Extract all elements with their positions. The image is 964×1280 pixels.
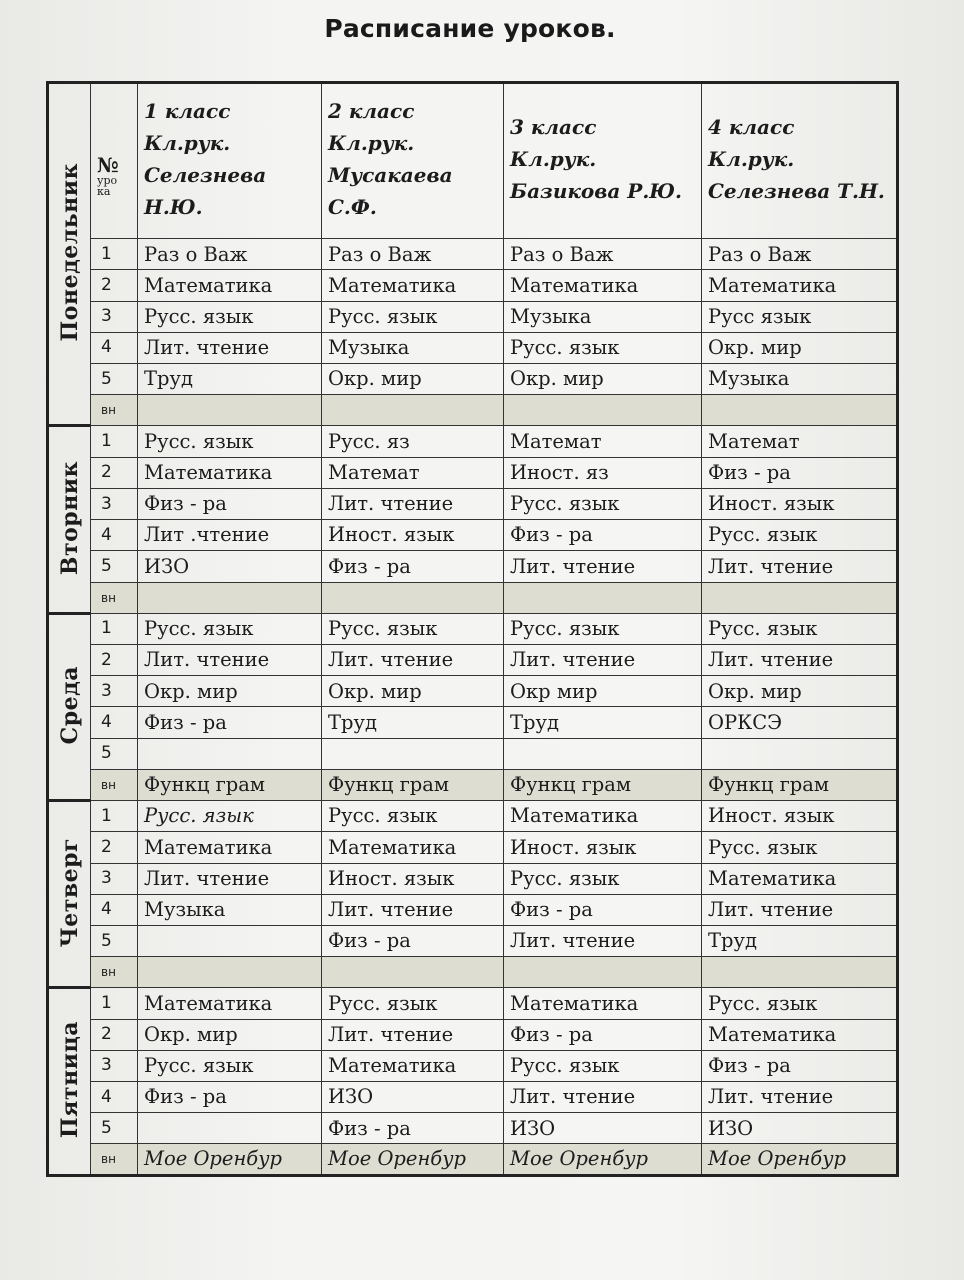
subject-cell: Мое Оренбур	[702, 1144, 898, 1176]
subject-cell: Физ - ра	[504, 1019, 702, 1050]
day-label-cell	[48, 426, 91, 613]
subject-cell: Русс. язык	[138, 426, 322, 457]
lesson-number: 4	[91, 520, 138, 551]
subject-cell: Физ - ра	[138, 488, 322, 519]
subject-cell: Математика	[702, 1019, 898, 1050]
class-name: 1 класс	[144, 99, 231, 124]
lesson-row	[48, 1050, 898, 1081]
lesson-row	[48, 644, 898, 675]
lesson-number: 3	[91, 863, 138, 894]
lesson-number: вн	[91, 395, 138, 426]
subject-cell: Математ	[504, 426, 702, 457]
extra-activity-row	[48, 957, 898, 988]
subject-cell: Иност. яз	[504, 457, 702, 488]
subject-cell: Русс. язык	[702, 520, 898, 551]
subject-cell: Музыка	[504, 301, 702, 332]
lesson-row	[48, 832, 898, 863]
subject-cell: Лит. чтение	[138, 332, 322, 363]
class-header	[504, 83, 702, 239]
day-label-cell	[48, 613, 91, 800]
subject-cell: Мое Оренбур	[322, 1144, 504, 1176]
lesson-number: 4	[91, 332, 138, 363]
subject-cell: Функц грам	[504, 769, 702, 800]
lesson-number: 1	[91, 426, 138, 457]
subject-cell: Мое Оренбур	[504, 1144, 702, 1176]
subject-cell: Русс. язык	[138, 1050, 322, 1081]
subject-cell	[322, 395, 504, 426]
subject-cell: Математика	[504, 801, 702, 832]
lesson-row	[48, 364, 898, 395]
subject-cell: Иност. язык	[322, 520, 504, 551]
lesson-number: 5	[91, 551, 138, 582]
subject-cell: ИЗО	[702, 1113, 898, 1144]
lesson-number: 3	[91, 1050, 138, 1081]
class-teacher: Кл.рук. Базикова Р.Ю.	[510, 147, 682, 204]
subject-cell: Русс. язык	[322, 988, 504, 1019]
subject-cell: ИЗО	[138, 551, 322, 582]
subject-cell: Математика	[504, 270, 702, 301]
lesson-number-header	[91, 83, 138, 239]
subject-cell: Окр мир	[504, 676, 702, 707]
subject-cell: Окр. мир	[138, 676, 322, 707]
lesson-row	[48, 520, 898, 551]
subject-cell: Иност. язык	[322, 863, 504, 894]
subject-cell: Физ - ра	[702, 457, 898, 488]
lesson-number: 5	[91, 738, 138, 769]
day-label-cell	[48, 83, 91, 426]
subject-cell: ОРКСЭ	[702, 707, 898, 738]
subject-cell: Окр. мир	[322, 364, 504, 395]
subject-cell	[138, 957, 322, 988]
lesson-row	[48, 1019, 898, 1050]
lesson-row	[48, 457, 898, 488]
subject-cell: Математика	[322, 270, 504, 301]
class-header	[138, 83, 322, 239]
lesson-number: 4	[91, 707, 138, 738]
subject-cell: Физ - ра	[322, 1113, 504, 1144]
lesson-number: 2	[91, 1019, 138, 1050]
subject-cell: Лит. чтение	[322, 894, 504, 925]
class-name: 2 класс	[328, 99, 415, 124]
subject-cell: Русс. язык	[504, 332, 702, 363]
subject-cell	[322, 738, 504, 769]
lesson-number: 3	[91, 301, 138, 332]
lesson-number: вн	[91, 957, 138, 988]
subject-cell: Русс. язык	[504, 1050, 702, 1081]
subject-cell: Раз о Важ	[322, 239, 504, 270]
subject-cell	[702, 957, 898, 988]
page-title: Расписание уроков.	[324, 14, 616, 43]
subject-cell	[504, 582, 702, 613]
lesson-number: 4	[91, 1082, 138, 1113]
number-label-part: ка	[97, 185, 111, 199]
lesson-number: 2	[91, 832, 138, 863]
lesson-row	[48, 301, 898, 332]
subject-cell: Физ - ра	[702, 1050, 898, 1081]
subject-cell: Русс. язык	[702, 613, 898, 644]
subject-cell: Труд	[504, 707, 702, 738]
subject-cell: Математика	[138, 988, 322, 1019]
subject-cell	[504, 738, 702, 769]
lesson-number: 5	[91, 364, 138, 395]
subject-cell	[138, 395, 322, 426]
lesson-row	[48, 801, 898, 832]
lesson-number: 4	[91, 894, 138, 925]
lesson-row	[48, 707, 898, 738]
subject-cell: Лит. чтение	[322, 644, 504, 675]
subject-cell	[138, 582, 322, 613]
lesson-row	[48, 894, 898, 925]
subject-cell: Лит. чтение	[138, 863, 322, 894]
lesson-row	[48, 676, 898, 707]
subject-cell: Музыка	[702, 364, 898, 395]
subject-cell: Математика	[138, 457, 322, 488]
class-teacher: Кл.рук. Селезнева Н.Ю.	[144, 131, 267, 220]
subject-cell: Русс. язык	[504, 863, 702, 894]
subject-cell: Физ - ра	[322, 551, 504, 582]
lesson-row	[48, 332, 898, 363]
subject-cell: Русс. язык	[138, 301, 322, 332]
subject-cell	[504, 395, 702, 426]
lesson-row	[48, 925, 898, 956]
lesson-row	[48, 270, 898, 301]
subject-cell: Лит. чтение	[138, 644, 322, 675]
subject-cell	[138, 925, 322, 956]
subject-cell: Мое Оренбур	[138, 1144, 322, 1176]
day-name: Понедельник	[56, 163, 83, 342]
subject-cell: Лит. чтение	[702, 894, 898, 925]
subject-cell: Физ - ра	[322, 925, 504, 956]
lesson-row	[48, 988, 898, 1019]
subject-cell: Функц грам	[138, 769, 322, 800]
subject-cell: Математика	[322, 1050, 504, 1081]
subject-cell: Русс. язык	[504, 613, 702, 644]
lesson-number: вн	[91, 1144, 138, 1176]
subject-cell: Русс. язык	[322, 301, 504, 332]
lesson-row	[48, 613, 898, 644]
subject-cell: Лит. чтение	[504, 551, 702, 582]
subject-cell: Математика	[702, 270, 898, 301]
subject-cell: Иност. язык	[702, 801, 898, 832]
extra-activity-row	[48, 1144, 898, 1176]
subject-cell: Математика	[702, 863, 898, 894]
subject-cell: Раз о Важ	[702, 239, 898, 270]
subject-cell: Раз о Важ	[138, 239, 322, 270]
class-header	[322, 83, 504, 239]
subject-cell: Лит. чтение	[702, 1082, 898, 1113]
subject-cell: Русс. язык	[702, 988, 898, 1019]
subject-cell: Математика	[138, 832, 322, 863]
day-name: Вторник	[56, 460, 83, 575]
subject-cell	[322, 957, 504, 988]
lesson-number: 1	[91, 801, 138, 832]
subject-cell: Лит. чтение	[322, 1019, 504, 1050]
subject-cell: Функц грам	[322, 769, 504, 800]
class-teacher: Кл.рук. Мусакаева С.Ф.	[328, 131, 453, 220]
subject-cell	[138, 738, 322, 769]
subject-cell	[702, 582, 898, 613]
extra-activity-row	[48, 395, 898, 426]
class-name: 4 класс	[708, 115, 795, 140]
lesson-row	[48, 1113, 898, 1144]
subject-cell: Лит. чтение	[504, 644, 702, 675]
subject-cell: Математика	[504, 988, 702, 1019]
subject-cell	[504, 957, 702, 988]
subject-cell: Иност. язык	[702, 488, 898, 519]
subject-cell: Труд	[702, 925, 898, 956]
lesson-row	[48, 488, 898, 519]
schedule-body	[48, 83, 898, 1176]
subject-cell: Русс. язык	[138, 801, 322, 832]
subject-cell: Русс. язык	[322, 613, 504, 644]
subject-cell: Иност. язык	[504, 832, 702, 863]
subject-cell: Труд	[322, 707, 504, 738]
subject-cell: Лит. чтение	[702, 644, 898, 675]
lesson-number: 3	[91, 676, 138, 707]
subject-cell: Русс. язык	[322, 801, 504, 832]
subject-cell: Русс. язык	[702, 832, 898, 863]
day-name: Четверг	[56, 837, 83, 948]
subject-cell: Раз о Важ	[504, 239, 702, 270]
lesson-number: 1	[91, 613, 138, 644]
lesson-number: 3	[91, 488, 138, 519]
subject-cell: Труд	[138, 364, 322, 395]
subject-cell: Окр. мир	[322, 676, 504, 707]
extra-activity-row	[48, 769, 898, 800]
header-row	[48, 83, 898, 239]
subject-cell: Математика	[138, 270, 322, 301]
subject-cell: ИЗО	[322, 1082, 504, 1113]
lesson-number: 5	[91, 1113, 138, 1144]
subject-cell: Русс. язык	[504, 488, 702, 519]
subject-cell: Физ - ра	[504, 894, 702, 925]
lesson-row	[48, 239, 898, 270]
class-header	[702, 83, 898, 239]
subject-cell: Окр. мир	[702, 676, 898, 707]
day-label-cell	[48, 988, 91, 1176]
subject-cell	[702, 738, 898, 769]
extra-activity-row	[48, 582, 898, 613]
day-name: Пятница	[56, 1021, 83, 1139]
class-name: 3 класс	[510, 115, 597, 140]
subject-cell: Лит. чтение	[702, 551, 898, 582]
subject-cell: Русс. яз	[322, 426, 504, 457]
subject-cell	[702, 395, 898, 426]
subject-cell: ИЗО	[504, 1113, 702, 1144]
lesson-number: 2	[91, 644, 138, 675]
class-teacher: Кл.рук. Селезнева Т.Н.	[708, 147, 885, 204]
subject-cell: Физ - ра	[138, 1082, 322, 1113]
subject-cell: Лит. чтение	[504, 925, 702, 956]
subject-cell: Русс язык	[702, 301, 898, 332]
subject-cell: Математика	[322, 832, 504, 863]
subject-cell: Окр. мир	[702, 332, 898, 363]
subject-cell: Лит .чтение	[138, 520, 322, 551]
subject-cell: Функц грам	[702, 769, 898, 800]
subject-cell: Физ - ра	[504, 520, 702, 551]
lesson-number: 2	[91, 457, 138, 488]
subject-cell: Математ	[322, 457, 504, 488]
number-label-part: уро	[97, 173, 118, 187]
subject-cell: Музыка	[138, 894, 322, 925]
lesson-row	[48, 426, 898, 457]
lesson-number: вн	[91, 582, 138, 613]
subject-cell	[322, 582, 504, 613]
lesson-number: 2	[91, 270, 138, 301]
subject-cell: Окр. мир	[504, 364, 702, 395]
schedule-table	[46, 81, 899, 1177]
lesson-row	[48, 738, 898, 769]
subject-cell: Русс. язык	[138, 613, 322, 644]
number-sign: №	[97, 152, 119, 177]
subject-cell: Лит. чтение	[504, 1082, 702, 1113]
day-label-cell	[48, 801, 91, 988]
subject-cell: Физ - ра	[138, 707, 322, 738]
lesson-row	[48, 863, 898, 894]
subject-cell: Лит. чтение	[322, 488, 504, 519]
subject-cell	[138, 1113, 322, 1144]
lesson-row	[48, 551, 898, 582]
lesson-number: 1	[91, 988, 138, 1019]
lesson-number: вн	[91, 769, 138, 800]
subject-cell: Окр. мир	[138, 1019, 322, 1050]
lesson-number: 1	[91, 239, 138, 270]
day-name: Среда	[56, 666, 83, 745]
subject-cell: Математ	[702, 426, 898, 457]
lesson-number: 5	[91, 925, 138, 956]
subject-cell: Музыка	[322, 332, 504, 363]
lesson-row	[48, 1082, 898, 1113]
